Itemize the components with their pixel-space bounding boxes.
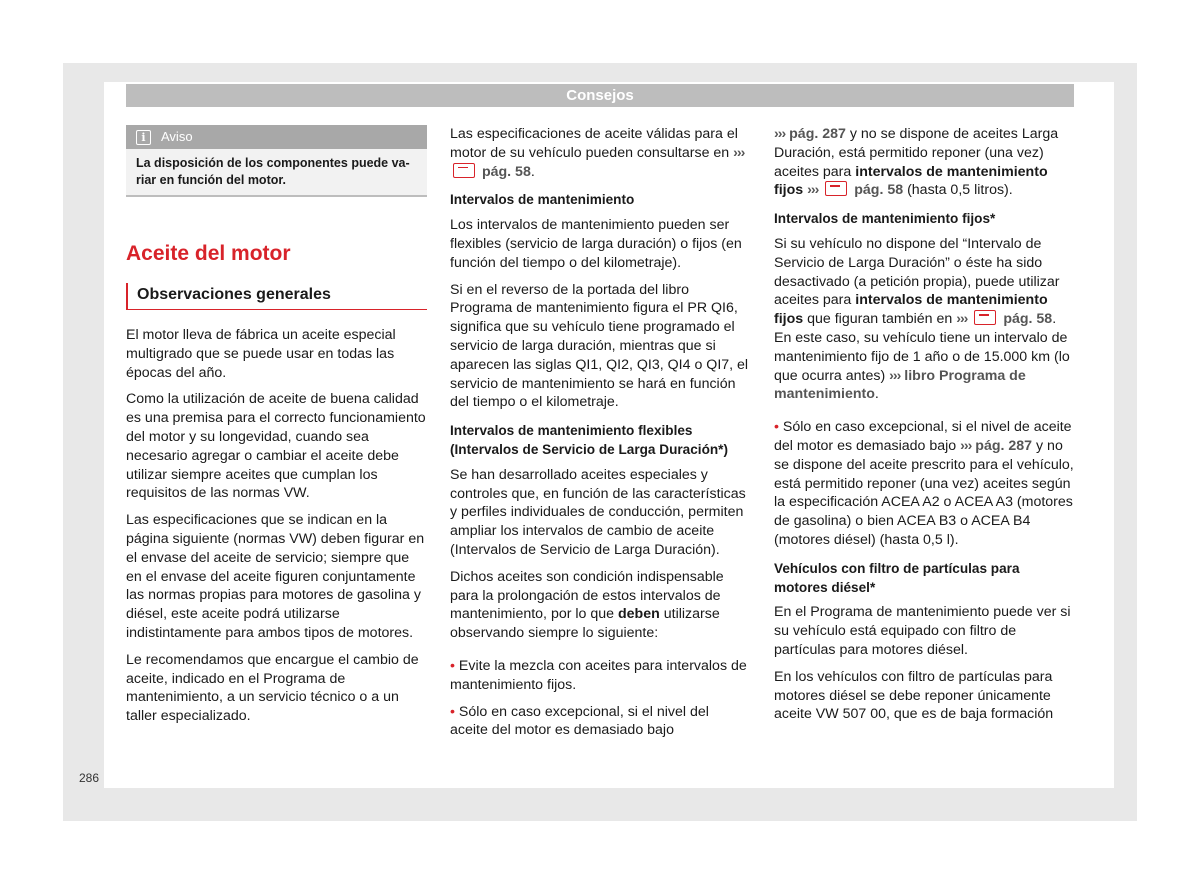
paragraph: Los intervalos de mantenimiento pueden ser flexibles (servicio de larga duración) o fijos (en función del tiempo o del kilometraje). xyxy=(450,217,742,271)
paragraph-text: En este caso, su vehículo tiene un intervalo de mantenimiento fijo de 1 año o de 15.000 km (lo que ocurra antes) xyxy=(774,329,1070,384)
paragraph xyxy=(774,125,1074,200)
arrows-icon: ››› xyxy=(889,367,901,384)
paragraph: Se han desarrollado aceites especiales y controles que, en función de las características y perfiles individuales de conducción, permiten ampliar los intervalos de cambio de aceite (Intervalos de Servicio de Larga Duración). xyxy=(450,466,746,558)
paragraph-text: utilizarse observando siempre lo siguiente: xyxy=(450,606,720,642)
list-item-text: Sólo en caso excepcional, si el nivel de aceite del motor es demasiado bajo xyxy=(774,419,1072,454)
emphasis: deben xyxy=(618,606,660,623)
paragraph: Como la utilización de aceite de buena calidad es una premisa para el correcto funcionamiento del motor y su longevidad, cuando sea necesario agregar o cambiar el aceite debe utilizar siempre aceites que cumplan los requisitos de las normas VW. xyxy=(126,391,426,502)
arrows-icon: ››› xyxy=(960,437,972,454)
subsection-title: Observaciones generales xyxy=(126,283,427,310)
notice-body: La disposición de los componentes puede va-riar en función del motor. xyxy=(136,156,410,187)
list-item xyxy=(774,418,1074,550)
arrows-icon: ››› xyxy=(774,126,786,142)
heading: Vehículos con filtro de partículas para motores diésel* xyxy=(774,560,1020,595)
notice-header xyxy=(126,125,427,149)
section-title: Aceite del motor xyxy=(126,242,291,265)
heading: Intervalos de mantenimiento flexibles (Intervalos de Servicio de Larga Duración*) xyxy=(450,423,729,457)
page-number: 286 xyxy=(79,771,100,785)
paragraph: Le recomendamos que encargue el cambio de aceite, indicado en el Programa de mantenimiento, a un servicio técnico o a un taller especializado. xyxy=(126,651,419,725)
bullet-icon: • xyxy=(450,657,455,674)
list-item xyxy=(450,703,750,741)
paragraph: En el Programa de mantenimiento puede ver si su vehículo está equipado con filtro de partículas para motores diésel. xyxy=(774,604,1071,658)
paragraph: Las especificaciones que se indican en la página siguiente (normas VW) deben figurar en el envase del aceite de servicio; siempre que en el envase del aceite figuren conjuntamente las normas propias para motores de gasolina y diésel, este aceite podrá utilizarse indistintamente para ambos tipos de motores. xyxy=(126,512,425,641)
list-item-text: y no se dispone del aceite prescrito para el vehículo, está permitido reponer (una vez) aceites según la especificación ACEA A2 o ACEA A3 (motores de gasolina) o bien ACEA B3 o ACEA B4 (motores diésel) (hasta 0,5 l). xyxy=(774,437,1074,548)
emphasis: intervalos de mantenimiento fijos xyxy=(774,163,1048,199)
column-3 xyxy=(774,125,1074,732)
page-reference-link[interactable]: pág. 58 xyxy=(481,163,531,180)
page-reference-link[interactable]: pág. 58 xyxy=(854,182,904,199)
section-header: Consejos xyxy=(126,84,1074,107)
reference-book-icon xyxy=(825,181,847,196)
page-reference-link[interactable]: pág. 287 xyxy=(789,126,846,142)
column-2 xyxy=(450,125,750,748)
paragraph xyxy=(450,568,750,643)
paragraph-text: y no se dispone de aceites Larga Duración, está permitido reponer (una vez) aceites para xyxy=(774,126,1059,180)
paragraph: Si su vehículo no dispone del “Intervalo de Servicio de Larga Duración” o éste ha sido desactivado (a petición propia), puede utilizar aceites para intervalos de mantenimiento fijos que figuran también en ››› pág. 58. En este caso, su vehículo tiene un intervalo de mantenimiento fijo de 1 año o de 15.000 km (lo que ocurra antes) ››› libro Programa de mantenimiento. xyxy=(774,235,1070,403)
paragraph-text: Si su vehículo no dispone del “Intervalo de Servicio de Larga Duración” o éste ha sido desactivado (a petición propia), puede utilizar aceites para xyxy=(774,235,1060,309)
arrows-icon: ››› xyxy=(807,182,819,199)
paragraph-text: (hasta 0,5 litros). xyxy=(907,182,1013,199)
paragraph: En los vehículos con filtro de partículas para motores diésel se debe reponer únicamente aceite VW 507 00, que es de baja formación xyxy=(774,668,1054,723)
page-reference-link[interactable]: pág. 58 xyxy=(1003,311,1053,328)
paragraph: El motor lleva de fábrica un aceite especial multigrado que se puede usar en todas las épocas del año. xyxy=(126,327,396,381)
reference-book-icon xyxy=(974,310,996,325)
info-icon: i xyxy=(136,130,151,145)
page-reference-link[interactable]: libro Programa de mantenimiento xyxy=(774,367,1026,403)
paragraph: Las especificaciones de aceite válidas para el motor de su vehículo pueden consultarse en ››› pág. 58. xyxy=(450,126,745,180)
paragraph: Si en el reverso de la portada del libro Programa de mantenimiento figura el PR QI6, significa que su vehículo tiene programado el servicio de larga duración, mientras que si aparecen las siglas QI1, QI2, QI3, QI4 o QI7, el servicio de mantenimiento se hará en función del tiempo o el kilometraje. xyxy=(450,281,749,411)
notice-title: Aviso xyxy=(161,129,193,144)
list-item-text: Sólo en caso excepcional, si el nivel del aceite del motor es demasiado bajo xyxy=(450,703,709,739)
bullet-icon: • xyxy=(774,419,779,436)
paragraph-text: Dichos aceites son condición indispensable para la prolongación de estos intervalos de mantenimiento, por lo que xyxy=(450,568,724,623)
notice-box xyxy=(126,125,427,197)
heading: Intervalos de mantenimiento xyxy=(450,192,635,208)
arrows-icon: ››› xyxy=(733,144,745,161)
paragraph-text: Las especificaciones de aceite válidas para el motor de su vehículo pueden consultarse en xyxy=(450,126,738,161)
paragraph-text: que figuran también en xyxy=(807,311,953,328)
list-item-text: Evite la mezcla con aceites para intervalos de mantenimiento fijos. xyxy=(450,657,747,693)
heading: Intervalos de mantenimiento fijos* xyxy=(774,211,996,227)
reference-book-icon xyxy=(453,163,475,178)
page-reference-link[interactable]: pág. 287 xyxy=(975,437,1033,454)
bullet-icon: • xyxy=(450,703,455,720)
column-1 xyxy=(126,125,427,734)
arrows-icon: ››› xyxy=(956,311,968,328)
emphasis: intervalos de mantenimiento fijos xyxy=(774,292,1048,328)
list-item xyxy=(450,657,750,695)
